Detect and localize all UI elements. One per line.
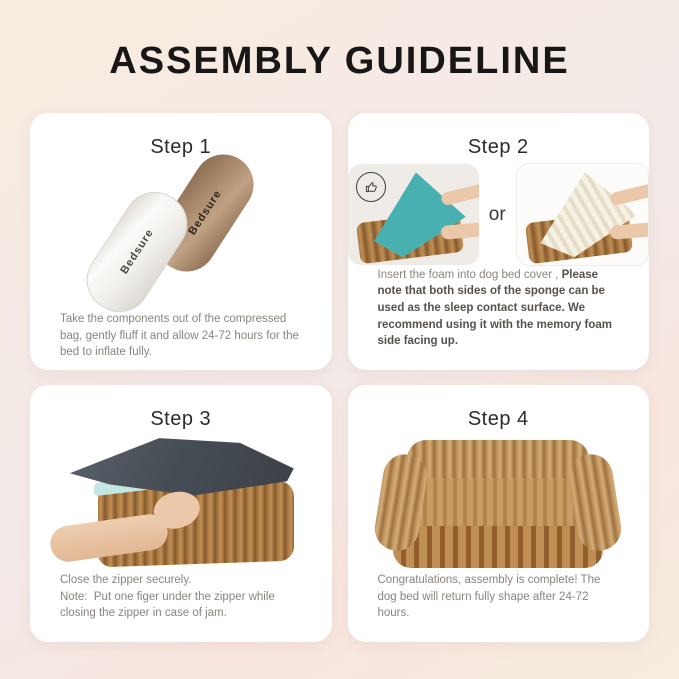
step2-description-regular: Insert the foam into dog bed cover , bbox=[377, 268, 562, 281]
step2-title: Step 2 bbox=[467, 136, 529, 158]
sofa-seat-cushion bbox=[417, 468, 579, 532]
foam-options-row bbox=[348, 163, 649, 266]
thumbs-up-icon bbox=[356, 172, 386, 202]
sofa-back-bolster bbox=[407, 440, 589, 478]
step3-line1: Close the zipper securely. bbox=[60, 573, 192, 586]
compressed-rolls-image bbox=[75, 153, 287, 311]
step2-card bbox=[348, 113, 650, 370]
egg-crate-foam-option-image bbox=[516, 163, 649, 266]
white-roll-brand-label: Bedsure bbox=[117, 227, 156, 277]
step4-illustration bbox=[348, 431, 650, 572]
step4-title: Step 4 bbox=[467, 408, 529, 430]
step2-description-bold: Please note that both sides of the sponge can be used as the sleep contact surface. We recommend using it with the memory foam side facing up. bbox=[377, 268, 613, 348]
step3-card bbox=[30, 385, 332, 642]
zipper-closing-image bbox=[62, 434, 300, 570]
hand-bottom bbox=[440, 222, 479, 240]
step1-illustration bbox=[30, 159, 332, 311]
hand-bottom bbox=[609, 222, 649, 240]
step4-description: Congratulations, assembly is complete! The dog bed will return fully shape after 24-72 hours. bbox=[377, 573, 601, 620]
steps-grid bbox=[0, 113, 679, 642]
step1-card bbox=[30, 113, 332, 370]
step3-illustration bbox=[30, 431, 332, 572]
hand-top bbox=[609, 183, 649, 207]
step3-title: Step 3 bbox=[150, 408, 212, 430]
sofa-front-panel bbox=[393, 526, 603, 568]
or-label: or bbox=[488, 203, 506, 225]
step4-card bbox=[348, 385, 650, 642]
assembled-dog-bed-image bbox=[377, 438, 619, 568]
step2-description bbox=[348, 267, 650, 370]
brown-roll-brand-label: Bedsure bbox=[185, 188, 224, 238]
step3-line2: Note: Put one figer under the zipper while closing the zipper in case of jam. bbox=[60, 590, 278, 620]
step1-title: Step 1 bbox=[150, 136, 212, 158]
step3-description bbox=[30, 572, 332, 642]
step1-description: Take the components out of the compressed bag, gently fluff it and allow 24-72 hours for the bed to inflate fully. bbox=[60, 313, 299, 359]
page-title: ASSEMBLY GUIDELINE bbox=[109, 40, 570, 82]
hand-top bbox=[440, 183, 479, 207]
step2-illustration bbox=[348, 159, 650, 267]
memory-foam-option-image bbox=[348, 164, 479, 265]
